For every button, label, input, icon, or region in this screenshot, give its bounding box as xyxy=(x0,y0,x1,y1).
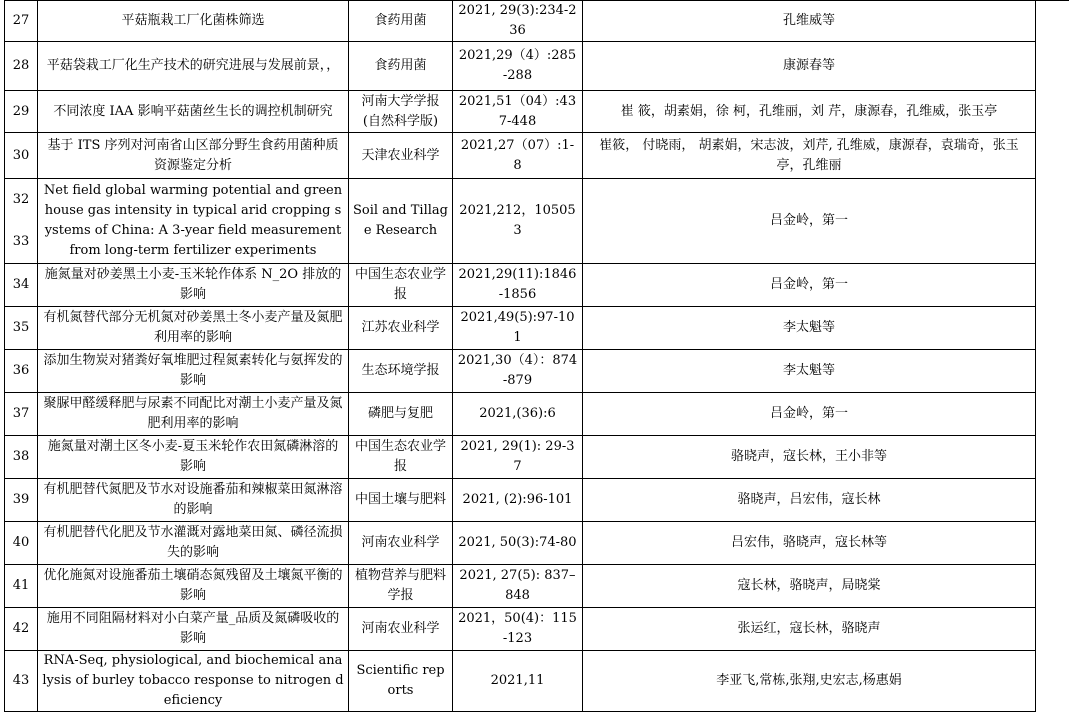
journal-name: 中国土壤与肥料 xyxy=(349,479,453,522)
journal-name: 磷肥与复肥 xyxy=(349,393,453,436)
table-row xyxy=(5,393,1036,436)
row-number: 37 xyxy=(5,393,38,436)
citation: 2021, 50(3):74-80 xyxy=(453,522,583,565)
paper-title: 添加生物炭对猪粪好氧堆肥过程氮素转化与氨挥发的影响 xyxy=(38,350,349,393)
citation: 2021,51（04）:437-448 xyxy=(453,91,583,133)
row-number: 29 xyxy=(5,91,38,133)
citation: 2021,(36):6 xyxy=(453,393,583,436)
table-row xyxy=(5,479,1036,522)
paper-title: 施氮量对潮土区冬小麦-夏玉米轮作农田氮磷淋溶的影响 xyxy=(38,436,349,479)
table-row xyxy=(5,565,1036,608)
paper-title: 有机肥替代化肥及节水灌溉对露地菜田氮、磷径流损失的影响 xyxy=(38,522,349,565)
row-number-top: 32 xyxy=(12,192,30,207)
authors: 李亚飞,常栋,张翔,史宏志,杨惠娟 xyxy=(583,651,1036,712)
table-row xyxy=(5,264,1036,307)
journal-name: 食药用菌 xyxy=(349,1,453,42)
paper-title: Net field global warming potential and greenhouse gas intensity in typical arid cropping systems of China: A 3-year field measurement from long-term fertilizer experiments xyxy=(38,179,349,264)
authors: 吕金岭，第一 xyxy=(583,179,1036,264)
row-number: 30 xyxy=(5,133,38,179)
row-number: 35 xyxy=(5,307,38,350)
paper-title: 平菇袋栽工厂化生产技术的研究进展与发展前景，， xyxy=(38,42,349,91)
journal-name: 生态环境学报 xyxy=(349,350,453,393)
table-row xyxy=(5,1,1036,42)
authors: 张运红，寇长林，骆晓声 xyxy=(583,608,1036,651)
row-number: 41 xyxy=(5,565,38,608)
citation: 2021,11 xyxy=(453,651,583,712)
paper-title: 平菇瓶栽工厂化菌株筛选 xyxy=(38,1,349,42)
citation: 2021,27（07）:1-8 xyxy=(453,133,583,179)
journal-name: 中国生态农业学报 xyxy=(349,264,453,307)
publication-table xyxy=(4,0,1036,712)
journal-name: Soil and Tillage Research xyxy=(349,179,453,264)
authors: 崔筱， 付晓雨， 胡素娟，宋志波，刘芹, 孔维威，康源春，袁瑞奇，张玉亭，孔维丽 xyxy=(583,133,1036,179)
table-row xyxy=(5,651,1036,712)
citation: 2021, 27(5): 837–848 xyxy=(453,565,583,608)
paper-title: 施用不同阻隔材料对小白菜产量_品质及氮磷吸收的影响 xyxy=(38,608,349,651)
citation: 2021,29（4）:285-288 xyxy=(453,42,583,91)
authors: 李太魁等 xyxy=(583,350,1036,393)
journal-name: 食药用菌 xyxy=(349,42,453,91)
citation: 2021,212，105053 xyxy=(453,179,583,264)
authors: 李太魁等 xyxy=(583,307,1036,350)
journal-name: 河南农业科学 xyxy=(349,522,453,565)
journal-name: 植物营养与肥料学报 xyxy=(349,565,453,608)
authors: 寇长林，骆晓声，局晓棠 xyxy=(583,565,1036,608)
table-row xyxy=(5,608,1036,651)
journal-name: 河南大学学报(自然科学版) xyxy=(349,91,453,133)
authors: 骆晓声，吕宏伟，寇长林 xyxy=(583,479,1036,522)
paper-title: 不同浓度 IAA 影响平菇菌丝生长的调控机制研究 xyxy=(38,91,349,133)
row-number: 42 xyxy=(5,608,38,651)
paper-title: 有机氮替代部分无机氮对砂姜黑土冬小麦产量及氮肥利用率的影响 xyxy=(38,307,349,350)
table-row xyxy=(5,307,1036,350)
authors: 骆晓声，寇长林，王小非等 xyxy=(583,436,1036,479)
paper-title: 施氮量对砂姜黑土小麦-玉米轮作体系 N_2O 排放的影响 xyxy=(38,264,349,307)
authors: 吕金岭，第一 xyxy=(583,264,1036,307)
paper-title: 聚脲甲醛缓释肥与尿素不同配比对潮土小麦产量及氮肥利用率的影响 xyxy=(38,393,349,436)
row-number: 40 xyxy=(5,522,38,565)
citation: 2021, 29(1): 29-37 xyxy=(453,436,583,479)
table-row xyxy=(5,179,1036,264)
paper-title: RNA-Seq, physiological, and biochemical analysis of burley tobacco response to nitrogen deficiency xyxy=(38,651,349,712)
citation: 2021，50(4)：115-123 xyxy=(453,608,583,651)
table-row xyxy=(5,522,1036,565)
journal-name: Scientific reports xyxy=(349,651,453,712)
authors: 崔 筱，胡素娟，徐 柯，孔维丽，刘 芹，康源春，孔维威，张玉亭 xyxy=(583,91,1036,133)
paper-title: 基于 ITS 序列对河南省山区部分野生食药用菌种质资源鉴定分析 xyxy=(38,133,349,179)
table-row xyxy=(5,42,1036,91)
authors: 孔维威等 xyxy=(583,1,1036,42)
authors: 吕宏伟，骆晓声，寇长林等 xyxy=(583,522,1036,565)
journal-name: 江苏农业科学 xyxy=(349,307,453,350)
citation: 2021,29(11):1846-1856 xyxy=(453,264,583,307)
authors: 康源春等 xyxy=(583,42,1036,91)
authors: 吕金岭，第一 xyxy=(583,393,1036,436)
journal-name: 天津农业科学 xyxy=(349,133,453,179)
paper-title: 优化施氮对设施番茄土壤硝态氮残留及土壤氮平衡的影响 xyxy=(38,565,349,608)
paper-title: 有机肥替代氮肥及节水对设施番茄和辣椒菜田氮淋溶的影响 xyxy=(38,479,349,522)
top-rule xyxy=(1036,0,1069,1)
row-number xyxy=(5,179,38,264)
row-number: 36 xyxy=(5,350,38,393)
row-number: 43 xyxy=(5,651,38,712)
row-number: 34 xyxy=(5,264,38,307)
citation: 2021, 29(3):234-236 xyxy=(453,1,583,42)
citation: 2021,30（4）：874-879 xyxy=(453,350,583,393)
table-row xyxy=(5,350,1036,393)
citation: 2021,49(5):97-101 xyxy=(453,307,583,350)
table-row xyxy=(5,436,1036,479)
row-number: 28 xyxy=(5,42,38,91)
row-number-bottom: 33 xyxy=(12,234,30,249)
journal-name: 中国生态农业学报 xyxy=(349,436,453,479)
table-row xyxy=(5,91,1036,133)
citation: 2021, (2):96-101 xyxy=(453,479,583,522)
row-number: 38 xyxy=(5,436,38,479)
table-row xyxy=(5,133,1036,179)
row-number: 39 xyxy=(5,479,38,522)
row-number: 27 xyxy=(5,1,38,42)
journal-name: 河南农业科学 xyxy=(349,608,453,651)
